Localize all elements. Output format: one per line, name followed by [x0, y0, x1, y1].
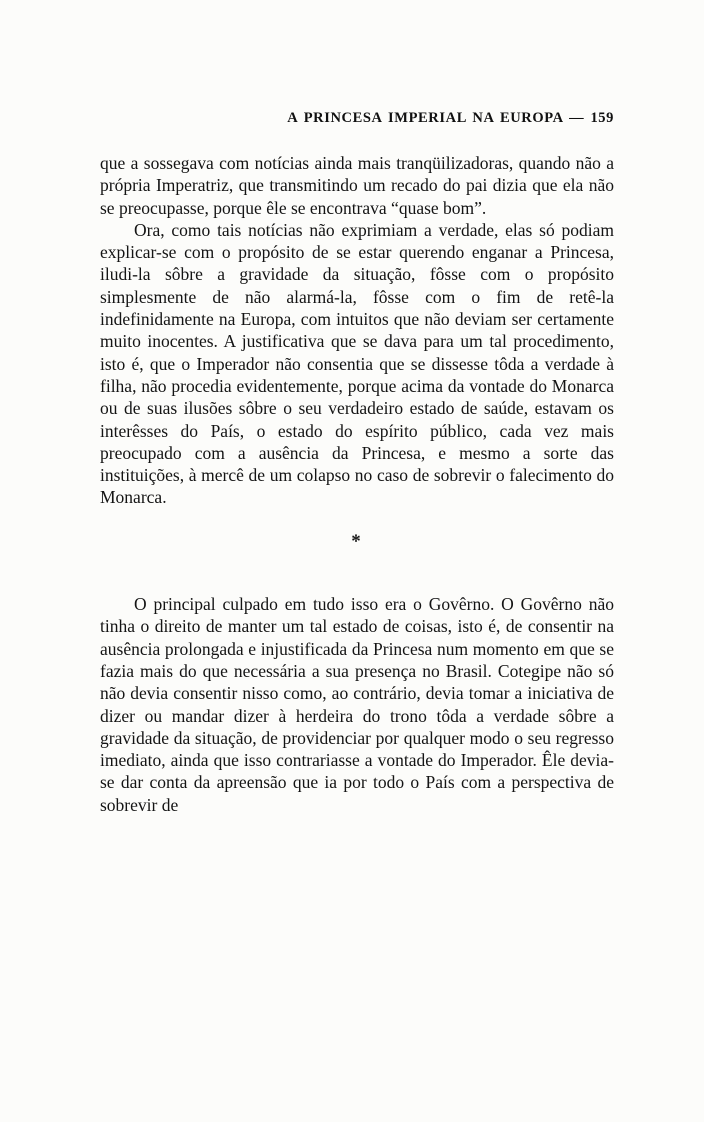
running-head: A PRINCESA IMPERIAL NA EUROPA — 159 [287, 110, 614, 126]
text-block [100, 152, 614, 816]
section-separator: * [351, 530, 363, 552]
paragraph: O principal culpado em tudo isso era o Govêrno. O Govêrno não tinha o direito de manter um tal estado de coisas, isto é, de consentir na ausência prolongada e injustificada da Princesa num momento em que se fazia mais do que necessária a sua presença no Brasil. Cotegipe não só não devia consentir nisso como, ao contrário, devia tomar a iniciativa de dizer ou mandar dizer à herdeira do trono tôda a verdade sôbre a gravidade da situação, de providenciar por qualquer modo o seu regresso imediato, ainda que isso contrariasse a vontade do Imperador. Êle devia-se dar conta da apreensão que ia por todo o País com a perspectiva de sobrevir de [100, 594, 614, 815]
paragraph: que a sossegava com notícias ainda mais tranqüilizadoras, quando não a própria Imperatriz, que transmitindo um recado do pai dizia que ela não se preocupasse, porque êle se encontrava “quase bom”. [100, 153, 614, 218]
paragraph: Ora, como tais notícias não exprimiam a verdade, elas só podiam explicar-se com o propósito de se estar querendo enganar a Princesa, iludi-la sôbre a gravidade da situação, fôsse com o propósito simplesmente de não alarmá-la, fôsse com o fim de retê-la indefinidamente na Europa, com intuitos que não deviam ser certamente muito inocentes. A justificativa que se dava para um tal procedimento, isto é, que o Imperador não consentia que se dissesse tôda a verdade à filha, não procedia evidentemente, porque acima da vontade do Monarca ou de suas ilusões sôbre o seu verdadeiro estado de saúde, estavam os interêsses do País, o estado do espírito público, cada vez mais preocupado com a ausência da Princesa, e mesmo a sorte das instituições, à mercê de um colapso no caso de sobrevir o falecimento do Monarca. [100, 219, 614, 508]
